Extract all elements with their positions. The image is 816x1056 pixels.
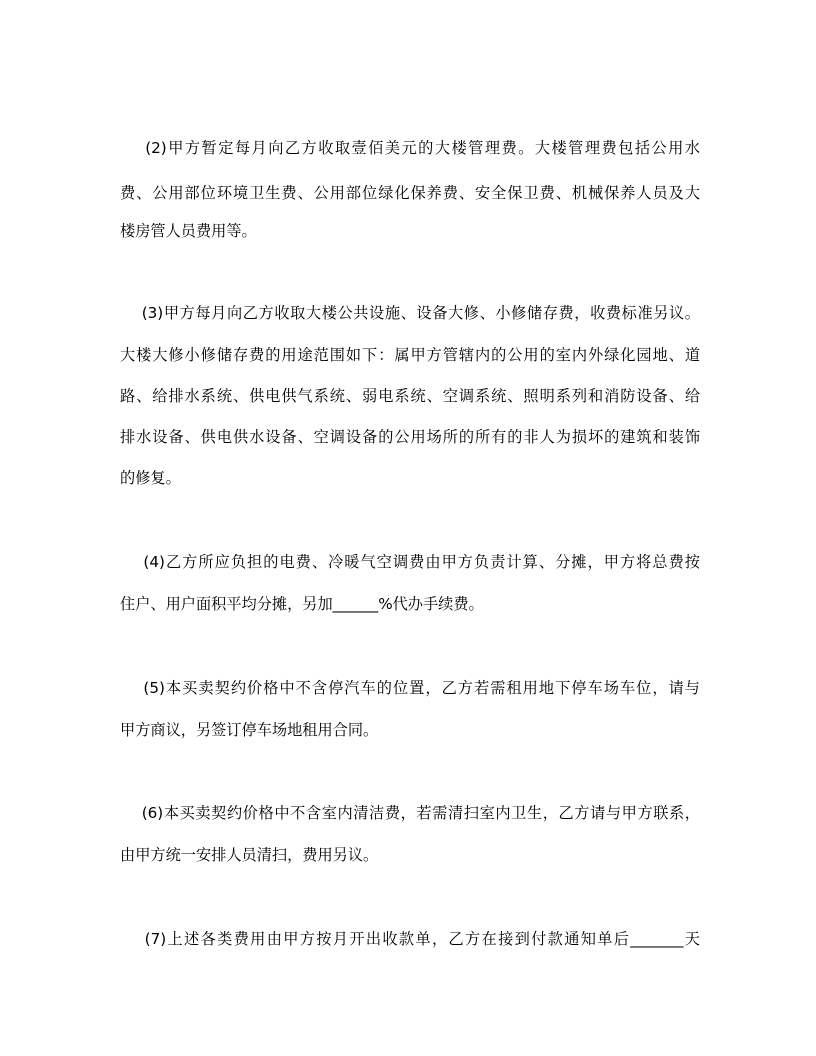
paragraph-2-line-2: 费、公用部位环境卫生费、公用部位绿化保养费、安全保卫费、机械保养人员及大 — [120, 184, 700, 202]
paragraph-5-line-1: (5)本买卖契约价格中不含停汽车的位置，乙方若需租用地下停车场车位，请与 — [120, 679, 700, 697]
paragraph-3-line-2: 大楼大修小修储存费的用途范围如下：属甲方管辖内的公用的室内外绿化园地、道 — [120, 346, 700, 364]
paragraph-3-line-3: 路、给排水系统、供电供气系统、弱电系统、空调系统、照明系列和消防设备、给 — [120, 387, 700, 405]
paragraph-7-line-1: (7)上述各类费用由甲方按月开出收款单，乙方在接到付款通知单后_______天 — [120, 930, 700, 948]
paragraph-3-line-1: (3)甲方每月向乙方收取大楼公共设施、设备大修、小修储存费，收费标准另议。 — [120, 304, 700, 322]
paragraph-6-line-1: (6)本买卖契约价格中不含室内清洁费，若需清扫室内卫生，乙方请与甲方联系， — [120, 804, 700, 822]
paragraph-2-line-1: (2)甲方暂定每月向乙方收取壹佰美元的大楼管理费。大楼管理费包括公用水 — [120, 139, 700, 157]
paragraph-4-line-2: 住户、用户面积平均分摊，另加______%代办手续费。 — [120, 595, 484, 613]
paragraph-3-line-4: 排水设备、供电供水设备、空调设备的公用场所的所有的非人为损坏的建筑和装饰 — [120, 428, 700, 446]
paragraph-4-line-1: (4)乙方所应负担的电费、冷暖气空调费由甲方负责计算、分摊，甲方将总费按 — [120, 553, 700, 571]
paragraph-6-line-2: 由甲方统一安排人员清扫，费用另议。 — [120, 846, 379, 864]
paragraph-3-line-5: 的修复。 — [120, 469, 181, 487]
paragraph-5-line-2: 甲方商议，另签订停车场地租用合同。 — [120, 721, 379, 739]
paragraph-2-line-3: 楼房管人员费用等。 — [120, 222, 257, 240]
